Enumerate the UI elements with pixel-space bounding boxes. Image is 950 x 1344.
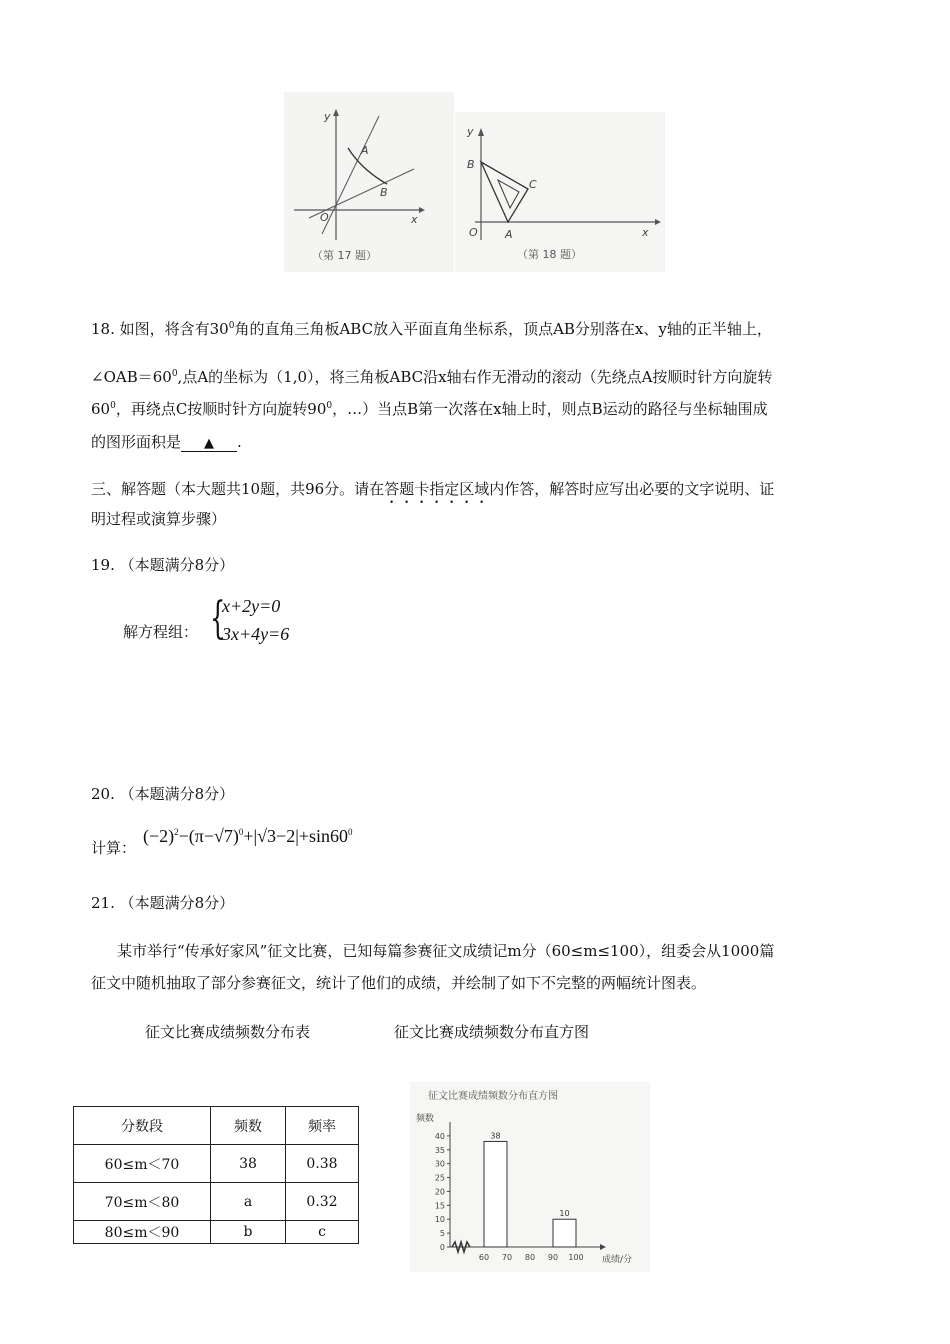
section-3-line-1: 三、解答题（本大题共10题，共96分。请在答题卡指定区域内作答，解答时应写出必要的文字说明、证 — [91, 480, 775, 498]
table-cell: 0.38 — [286, 1145, 359, 1183]
q21-paragraph-2: 征文中随机抽取了部分参赛征文，统计了他们的成绩，并绘制了如下不完整的两幅统计图表。 — [91, 974, 707, 992]
fig17-label-a: A — [361, 144, 369, 157]
fig18-label-y: y — [467, 125, 474, 138]
y-tick-label: 5 — [439, 1229, 445, 1239]
q20-label: 计算： — [91, 839, 137, 857]
x-tick-label: 100 — [568, 1253, 584, 1262]
y-axis-label: 频数 — [416, 1114, 435, 1124]
fig17-label-o: O — [320, 211, 329, 224]
table-cell: 0.32 — [286, 1183, 359, 1221]
fig18-label-c: C — [529, 178, 537, 191]
y-tick-label: 20 — [434, 1187, 445, 1197]
x-tick-label: 70 — [501, 1253, 513, 1262]
brace: { — [210, 593, 226, 644]
table-row — [74, 1221, 359, 1244]
fig18-caption: （第 18 题） — [517, 248, 582, 261]
table-cell: 70≤m＜80 — [74, 1183, 211, 1221]
bar-value-label: 38 — [490, 1131, 501, 1141]
fig18-label-x: x — [642, 226, 649, 239]
x-tick-label: 90 — [547, 1253, 559, 1262]
y-tick-label: 15 — [434, 1201, 445, 1211]
q20-header: 20. （本题满分8分） — [91, 785, 235, 803]
q19-label: 解方程组： — [123, 623, 199, 641]
fig17-label-b: B — [380, 186, 388, 199]
answer-blank: ▲ — [181, 437, 237, 452]
y-tick-label: 30 — [434, 1159, 445, 1169]
histogram-title: 征文比赛成绩频数分布直方图 — [394, 1023, 590, 1041]
y-tick-label: 0 — [439, 1243, 445, 1252]
x-tick-label: 60 — [478, 1253, 490, 1262]
y-tick-label: 10 — [434, 1215, 445, 1225]
y-tick-label: 35 — [434, 1145, 445, 1155]
fig17-label-y: y — [324, 110, 331, 123]
q19-equation-2: 3x+4y=6 — [222, 624, 290, 644]
fig18-label-a: A — [505, 228, 513, 241]
bar-value-label: 10 — [559, 1209, 570, 1219]
table-cell: 38 — [211, 1145, 286, 1183]
q18-line-2: $\angle OAB=60^0$,点A的坐标为（1,0），将三角板ABC沿x轴右作无滑动的滚动（先绕点A按顺时针方向旋转 — [91, 368, 773, 386]
section-3-line-2: 明过程或演算步骤） — [91, 510, 227, 528]
figure-18 — [455, 112, 665, 272]
table-row — [74, 1145, 359, 1183]
emphasized-text: 答题卡指定区域 — [384, 480, 490, 498]
histogram-chart — [410, 1082, 650, 1272]
table-header-cell: 频数 — [211, 1107, 286, 1145]
frequency-table — [73, 1106, 359, 1244]
table-header-row — [74, 1107, 359, 1145]
q20-expression: $(-2)^2-(\pi-√7)^0+|√3-2|+\sin 60^0$ — [143, 826, 353, 846]
y-tick-label: 25 — [434, 1173, 445, 1183]
histogram-bar — [484, 1141, 507, 1247]
table-title: 征文比赛成绩频数分布表 — [145, 1023, 311, 1041]
x-tick-label: 80 — [524, 1253, 536, 1262]
q18-line-1: 18. 如图，将含有$30^0$角的直角三角板ABC放入平面直角坐标系，顶点AB分别落在x、y轴的正半轴上， — [91, 320, 772, 338]
table-cell: c — [286, 1221, 359, 1244]
q18-line-3: $60^0$，再绕点C按顺时针方向旋转$90^0$，…）当点B第一次落在x轴上时，则点B运动的路径与坐标轴围成 — [91, 400, 768, 418]
fig18-label-b: B — [467, 158, 475, 171]
q19-equation-1: x+2y=0 — [222, 596, 281, 616]
q21-paragraph-1: 某市举行“传承好家风”征文比赛，已知每篇参赛征文成绩记m分（60≤m≤100），组委会从1000篇 — [117, 942, 775, 960]
histogram-bar — [553, 1219, 576, 1247]
q21-header: 21. （本题满分8分） — [91, 894, 235, 912]
table-cell: 60≤m＜70 — [74, 1145, 211, 1183]
chart-title: 征文比赛成绩频数分布直方图 — [428, 1091, 558, 1102]
table-cell: b — [211, 1221, 286, 1244]
fig18-label-o: O — [469, 226, 478, 239]
q18-line-4: 的图形面积是 ▲ . — [91, 433, 242, 451]
q19-header: 19. （本题满分8分） — [91, 556, 235, 574]
y-tick-label: 40 — [434, 1131, 445, 1141]
table-header-cell: 分数段 — [74, 1107, 211, 1145]
figure-17 — [284, 92, 454, 272]
fig17-label-x: x — [411, 213, 418, 226]
table-header-cell: 频率 — [286, 1107, 359, 1145]
fig17-caption: （第 17 题） — [312, 249, 377, 262]
table-cell: a — [211, 1183, 286, 1221]
x-axis-label: 成绩/分 — [602, 1255, 633, 1265]
table-row — [74, 1183, 359, 1221]
table-cell: 80≤m＜90 — [74, 1221, 211, 1244]
